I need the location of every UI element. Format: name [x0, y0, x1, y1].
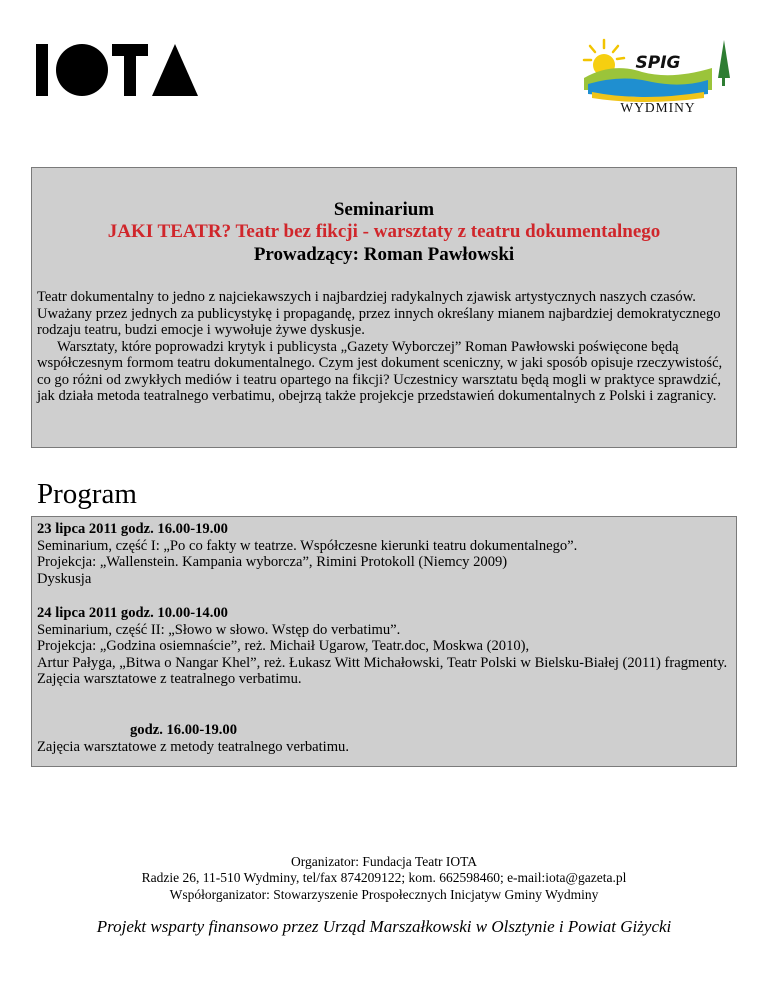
- footer-organizer: Organizator: Fundacja Teatr IOTA: [290, 854, 478, 869]
- day-1-line-3: Dyskusja: [37, 570, 92, 587]
- footer-address: Radzie 26, 11-510 Wydminy, tel/fax 874209122; kom. 662598460; e-mail:iota@gazeta.pl: [141, 870, 627, 886]
- day-1-line-1: Seminarium, część I: „Po co fakty w teatrze. Współczesne kierunki teatru dokumentalnego”.: [37, 537, 578, 554]
- day-2-line-4: Zajęcia warsztatowe z teatralnego verbatimu.: [37, 671, 302, 688]
- day-1-date: 23 lipca 2011 godz. 16.00-19.00: [37, 521, 228, 537]
- afternoon-time: godz. 16.00-19.00: [130, 722, 238, 738]
- program-day-2: [37, 605, 730, 688]
- program-day-1: [37, 521, 730, 587]
- footer-coorganizer: Współorganizator: Stowarzyszenie Prospołecznych Inicjatyw Gminy Wydminy: [169, 886, 599, 902]
- program-box: [31, 516, 737, 767]
- seminar-heading: Seminarium: [333, 199, 435, 220]
- day-1-line-2: Projekcja: „Wallenstein. Kampania wyborcza”, Rimini Protokoll (Niemcy 2009): [37, 554, 508, 571]
- seminar-paragraph-2: Warsztaty, które poprowadzi krytyk i publicysta „Gazety Wyborczej” Roman Pawłowski poświęcone będą współczesnym formom teatru dokumentalnego. Czym jest dokument sceniczny, w jaki sposób opisuje rzeczywistość, co go różni od zwykłych mediów i teatru opartego na fikcji? Uczestnicy warsztatu będą mogli w praktyce sprawdzić, jak działa metoda teatralnego verbatimu, obejrzą także projekcje przedstawień dokumentalnych z Polski i zagranicy.: [37, 338, 723, 404]
- day-2-line-1: Seminarium, część II: „Słowo w słowo. Wstęp do verbatimu”.: [37, 621, 401, 638]
- iota-logo-graphic: [36, 42, 198, 96]
- iota-logo: [36, 42, 198, 96]
- spig-wydminy-logo: [582, 38, 732, 114]
- seminar-paragraph-1: Teatr dokumentalny to jedno z najciekawszych i najbardziej radykalnych zjawisk artystycznych naszych czasów. Uważany przez jednych za publicystykę i propagandę, przez innych określany mianem najbardziej demokratycznego rodzaju teatru, budzi emocje i wywołuje żywe dyskusje.: [37, 289, 721, 338]
- seminar-title: JAKI TEATR? Teatr bez fikcji - warsztaty z teatru dokumentalnego: [107, 221, 661, 242]
- spig-name: SPIG: [635, 53, 681, 73]
- spig-place: WYDMINY: [620, 100, 696, 114]
- seminar-host: Prowadzący: Roman Pawłowski: [253, 244, 515, 265]
- seminar-box: [31, 167, 737, 448]
- day-2-date: 24 lipca 2011 godz. 10.00-14.00: [37, 605, 228, 621]
- day-2-line-2: Projekcja: „Godzina osiemnaście”, reż. Michaił Ugarow, Teatr.doc, Moskwa (2010),: [37, 638, 530, 655]
- seminar-description: [37, 289, 728, 405]
- funding-note: Projekt wsparty finansowo przez Urząd Marszałkowski w Olsztynie i Powiat Giżycki: [96, 917, 672, 936]
- program-day-2-afternoon: [37, 722, 730, 755]
- day-2-line-3: Artur Pałyga, „Bitwa o Nangar Khel”, reż. Łukasz Witt Michałowski, Teatr Polski w Bielsku-Białej (2011) fragmenty.: [37, 654, 728, 671]
- program-heading: Program: [37, 478, 137, 510]
- footer: [0, 854, 768, 903]
- afternoon-line-1: Zajęcia warsztatowe z metody teatralnego verbatimu.: [37, 738, 349, 755]
- spig-logo-graphic: [582, 38, 732, 114]
